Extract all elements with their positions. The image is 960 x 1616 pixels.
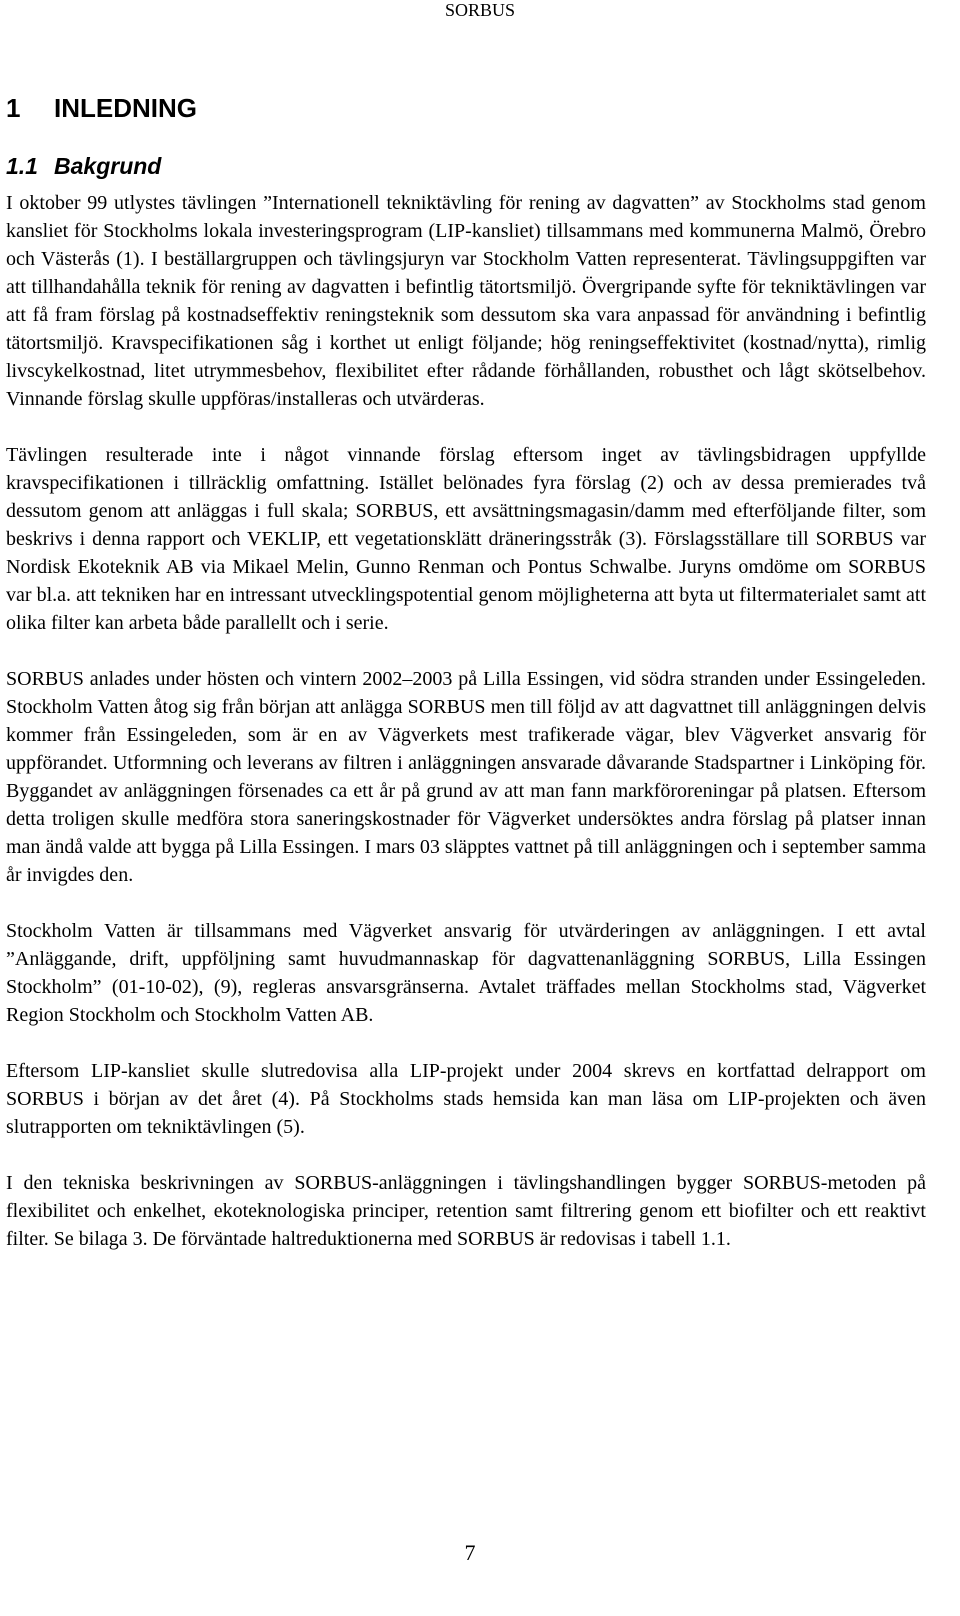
running-header: SORBUS: [444, 0, 516, 20]
paragraph-evaluation: Stockholm Vatten är tillsammans med Vägverket ansvarig för utvärderingen av anläggningen. I ett avtal ”Anläggande, drift, uppföljning samt huvudmannaskap för dagvattenanläggning SORBUS, Lilla Essingen Stockholm” (01-10-02), (9), regleras ansvarsgränserna. Avtalet träffades mellan Stockholms stad, Vägverket Region Stockholm och Stockholm Vatten AB.: [6, 920, 926, 1026]
chapter-title: INLEDNING: [54, 93, 197, 123]
paragraph-result: Tävlingen resulterade inte i något vinnande förslag eftersom inget av tävlingsbidragen uppfyllde kravspecifikationen i tillräcklig omfattning. Istället belönades fyra förslag (2) och av dessa premierades två dessutom genom att anläggas i full skala; SORBUS, ett avsättningsmagasin/damm med efterföljande filter, som beskrivs i denna rapport och VEKLIP, ett vegetationsklätt dräneringsstråk (3). Förslagsställare till SORBUS var Nordisk Ekoteknik AB via Mikael Melin, Gunno Renman och Pontus Schwalbe. Juryns omdöme om SORBUS var bl.a. att tekniken har en intressant utvecklingspotential genom möjligheterna att byta ut filtermaterialet samt att olika filter kan arbeta både parallellt och i serie.: [6, 444, 926, 634]
paragraph-technical-description: I den tekniska beskrivningen av SORBUS-anläggningen i tävlingshandlingen bygger SORBUS-metoden på flexibilitet och enkelhet, ekoteknologiska principer, retention samt filtrering genom ett biofilter och ett reaktivt filter. Se bilaga 3. De förväntade haltreduktionerna med SORBUS är redovisas i tabell 1.1.: [6, 1172, 926, 1250]
page-number: 7: [464, 1540, 476, 1565]
section-heading: [6, 151, 161, 181]
chapter-number: 1: [6, 93, 21, 123]
paragraph-competition: I oktober 99 utlystes tävlingen ”Internationell tekniktävling för rening av dagvatten” av Stockholms stad genom kansliet för Stockholms lokala investeringsprogram (LIP-kansliet) tillsammans med kommunerna Malmö, Örebro och Västerås (1). I beställargruppen och tävlingsjuryn var Stockholm Vatten representerat. Tävlingsuppgiften var att tillhandahålla teknik för rening av dagvatten i befintlig tätortsmiljö. Övergripande syfte för tekniktävlingen var att få fram förslag på kostnadseffektiv reningsteknik som dessutom ska vara anpassad för användning i befintlig tätortsmiljö. Kravspecifikationen såg i korthet ut enligt följande; hög reningseffektivitet (kostnad/nytta), rimlig livscykelkostnad, litet utrymmesbehov, flexibilitet efter rådande förhållanden, robusthet och lågt skötselbehov. Vinnande förslag skulle uppföras/installeras och utvärderas.: [6, 192, 926, 410]
paragraph-construction: SORBUS anlades under hösten och vintern 2002–2003 på Lilla Essingen, vid södra stranden under Essingeleden. Stockholm Vatten åtog sig från början att anlägga SORBUS men till följd av att dagvattnet till anläggningen delvis kommer från Essingeleden, som är en av Vägverkets mest trafikerade vägar, blev Vägverket ansvarig för uppförandet. Utformning och leverans av filtren i anläggningen ansvarade dåvarande Stadspartner i Linköping för. Byggandet av anläggningen försenades ca ett år på grund av att man fann markföroreningar på platsen. Eftersom detta troligen skulle medföra stora saneringskostnader för Vägverket undersöktes andra förslag på platser innan man ändå valde att bygga på Lilla Essingen. I mars 03 släpptes vattnet på till anläggningen och i september samma år invigdes den.: [6, 668, 926, 886]
section-number: 1.1: [6, 153, 38, 179]
paragraph-lip-report: Eftersom LIP-kansliet skulle slutredovisa alla LIP-projekt under 2004 skrevs en kortfattad delrapport om SORBUS i början av det året (4). På Stockholms stads hemsida kan man läsa om LIP-projekten och även slutrapporten om tekniktävlingen (5).: [6, 1060, 926, 1138]
chapter-heading: [6, 91, 197, 125]
section-title: Bakgrund: [54, 153, 162, 179]
body-text: [6, 189, 926, 1253]
